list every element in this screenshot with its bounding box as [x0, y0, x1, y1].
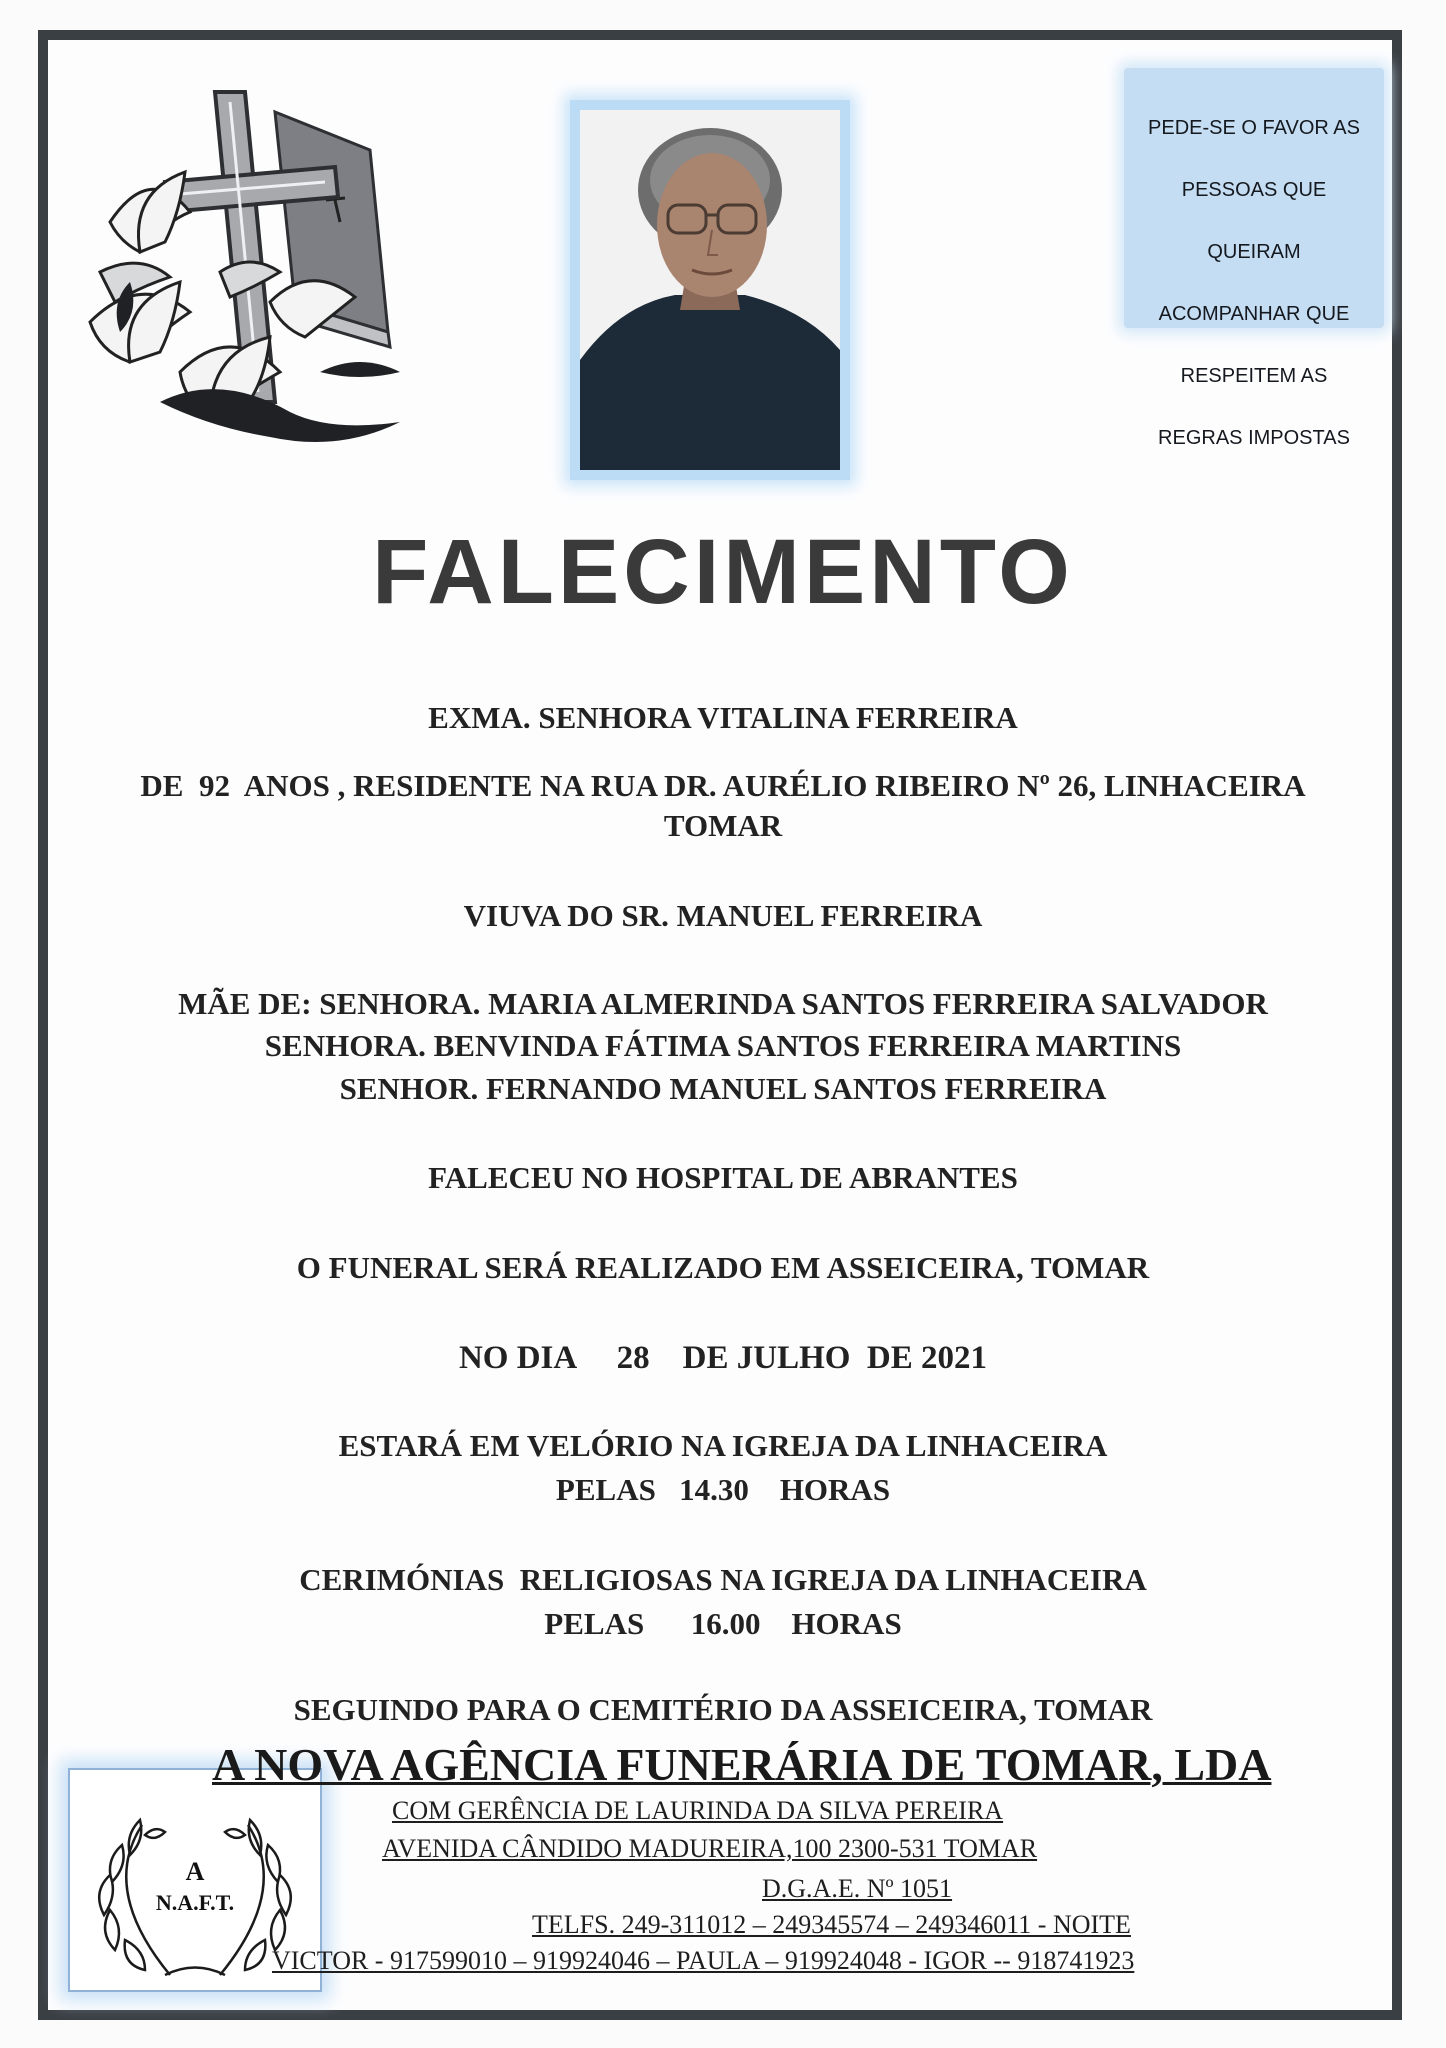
residence-line-2: TOMAR: [663, 808, 783, 843]
cemetery-line: SEGUINDO PARA O CEMITÉRIO DA ASSEICEIRA, TOMAR: [293, 1692, 1153, 1727]
agency-management: COM GERÊNCIA DE LAURINDA DA SILVA PEREIRA: [392, 1796, 1004, 1825]
agency-address: AVENIDA CÂNDIDO MADUREIRA,100 2300-531 TOMAR: [382, 1834, 1038, 1863]
portrait-frame: [570, 100, 850, 480]
children-line-1: MÃE DE: SENHORA. MARIA ALMERINDA SANTOS FERREIRA SALVADOR: [178, 986, 1268, 1021]
residence-line-1: DE 92 ANOS , RESIDENTE NA RUA DR. AURÉLIO RIBEIRO Nº 26, LINHACEIRA: [140, 768, 1306, 803]
children-line-3: SENHOR. FERNANDO MANUEL SANTOS FERREIRA: [339, 1071, 1107, 1106]
funeral-date: NO DIA 28 DE JULHO DE 2021: [458, 1340, 988, 1376]
death-place: FALECEU NO HOSPITAL DE ABRANTES: [428, 1160, 1018, 1195]
cross-lilies-bible-icon: [70, 72, 430, 462]
children-line-2: SENHORA. BENVINDA FÁTIMA SANTOS FERREIRA MARTINS: [264, 1028, 1182, 1063]
notice-line: ACOMPANHAR QUE: [1158, 303, 1350, 325]
agency-name: A NOVA AGÊNCIA FUNERÁRIA DE TOMAR, LDA: [212, 1739, 1272, 1790]
ceremony-line-2: PELAS 16.00 HORAS: [544, 1606, 902, 1641]
notice-line: RESPEITEM AS: [1180, 365, 1328, 387]
notice-line: PEDE-SE O FAVOR AS: [1148, 117, 1360, 139]
agency-night-contacts: VICTOR - 917599010 – 919924046 – PAULA – 919924048 - IGOR -- 918741923: [272, 1946, 1135, 1975]
agency-dgae: D.G.A.E. Nº 1051: [762, 1874, 953, 1903]
widow-line: VIUVA DO SR. MANUEL FERREIRA: [463, 898, 983, 933]
agency-phones: TELFS. 249-311012 – 249345574 – 249346011 - NOITE: [532, 1910, 1131, 1939]
wake-line-1: ESTARÁ EM VELÓRIO NA IGREJA DA LINHACEIRA: [338, 1428, 1108, 1463]
notice-text: [1124, 82, 1384, 485]
headline: FALECIMENTO: [372, 521, 1074, 623]
notice-box: [1124, 68, 1384, 449]
notice-line: PESSOAS QUE: [1181, 179, 1327, 201]
deceased-name: EXMA. SENHORA VITALINA FERREIRA: [428, 700, 1018, 735]
ceremony-line-1: CERIMÓNIAS RELIGIOSAS NA IGREJA DA LINHACEIRA: [299, 1562, 1147, 1597]
logo-letter: A: [185, 1857, 205, 1886]
notice-line: REGRAS IMPOSTAS: [1158, 427, 1350, 449]
wake-line-2: PELAS 14.30 HORAS: [555, 1472, 891, 1507]
logo-text: N.A.F.T.: [155, 1890, 235, 1915]
notice-line: QUEIRAM: [1207, 241, 1301, 263]
funeral-place: O FUNERAL SERÁ REALIZADO EM ASSEICEIRA, TOMAR: [296, 1250, 1150, 1285]
portrait-photo: [580, 110, 840, 470]
